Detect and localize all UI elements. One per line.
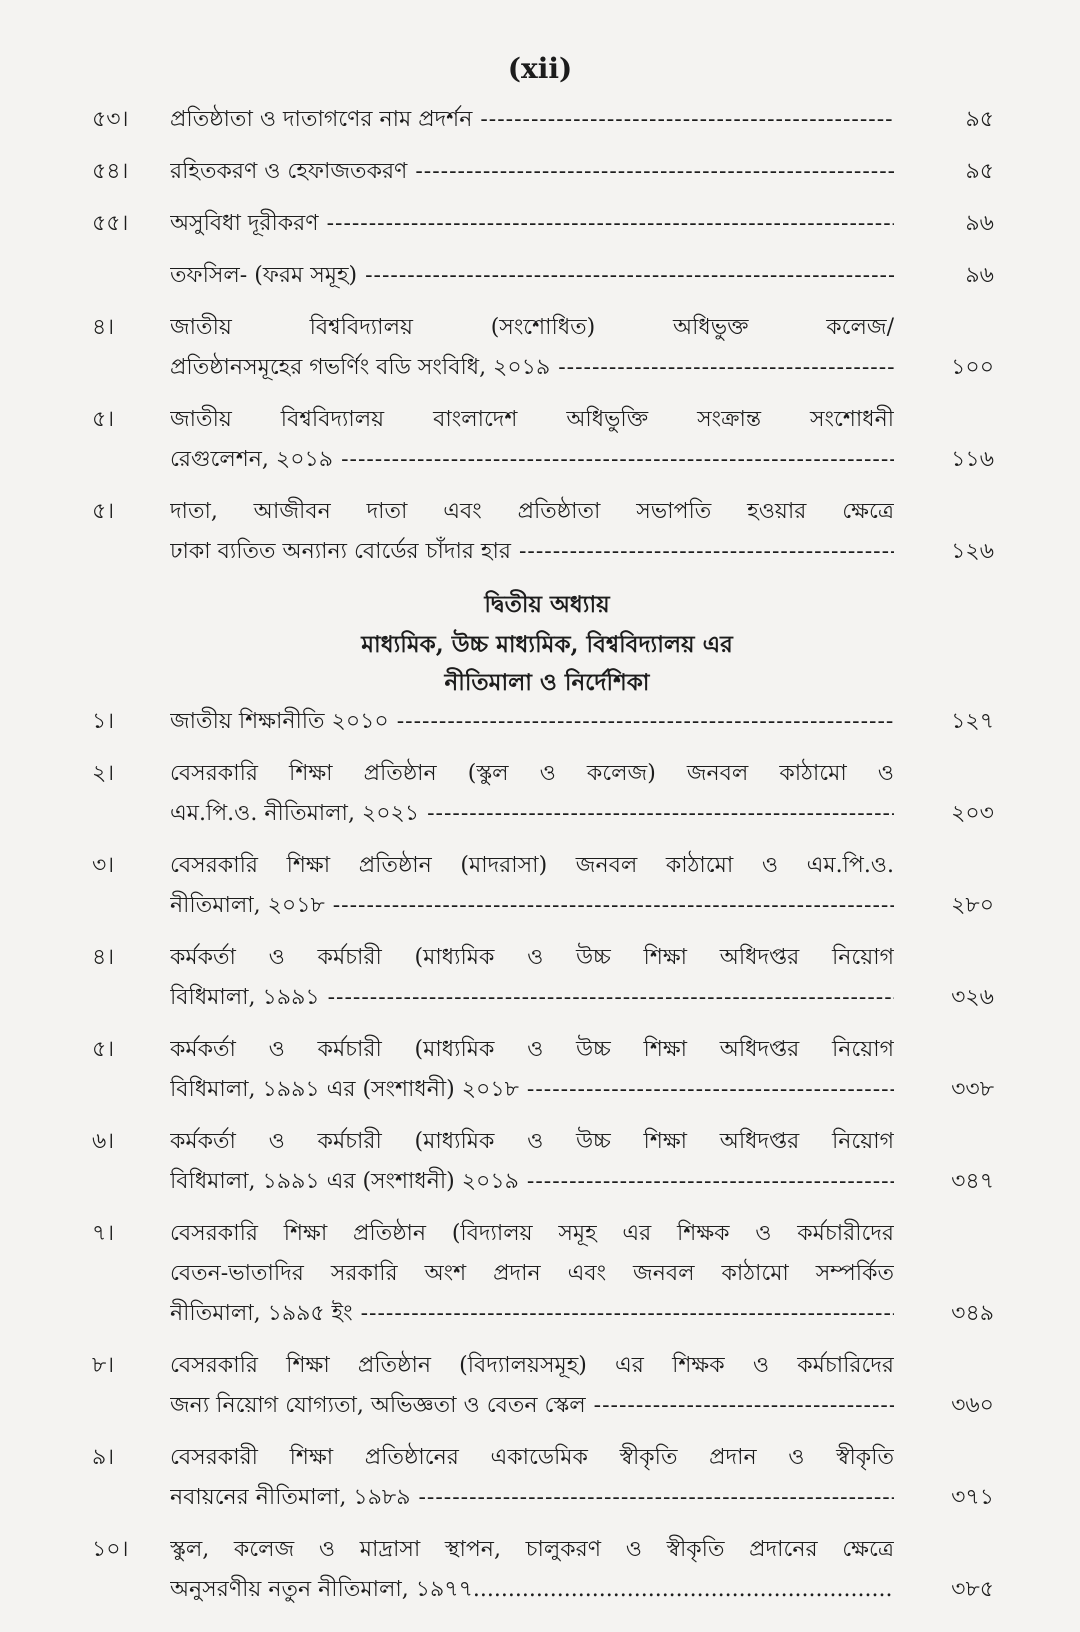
toc-entry-line [82,1214,1012,1254]
toc-entry-page: ৩২৬ [951,985,994,1010]
toc-entry-number: ৫। [92,407,115,432]
toc-entry-title: বেতন-ভাতাদির সরকারি অংশ প্রদান এবং জনবল কাঠামো সম্পর্কিত [170,1261,894,1286]
toc-entry-number: ২। [92,761,115,786]
toc-entry-number: ৭। [92,1221,115,1246]
toc-entry-title: বিধিমালা, ১৯৯১ এর (সংশাধনী) ২০১৯ ----- [170,1162,894,1202]
toc-entry-line [82,532,1012,572]
toc-entry [82,400,1012,480]
toc-entry-line [82,794,1012,834]
toc-entry-title: নীতিমালা, ২০১৮ ----- [170,886,894,926]
toc-entry-title: বেসরকারি শিক্ষা প্রতিষ্ঠান (বিদ্যালয়সমূহ) এর শিক্ষক ও কর্মচারিদের [170,1353,894,1378]
toc-entry-title: কর্মকর্তা ও কর্মচারী (মাধ্যমিক ও উচ্চ শিক্ষা অধিদপ্তর নিয়োগ [170,1129,894,1154]
toc-entry-page: ১২৭ [951,709,994,734]
toc-entry-page: ৯৫ [965,159,994,184]
toc-entry [82,1122,1012,1202]
toc-entry-title: জাতীয় বিশ্ববিদ্যালয় (সংশোধিত) অধিভুক্ত কলেজ/ [170,315,894,340]
toc-entry-page: ১২৬ [951,539,994,564]
toc-entry-title: স্কুল, কলেজ ও মাদ্রাসা স্থাপন, চালুকরণ ও স্বীকৃতি প্রদানের ক্ষেত্রে [170,1537,894,1562]
toc-entry-line [82,152,1012,192]
toc-entry-line [82,400,1012,440]
toc-group-1 [82,100,1012,572]
toc-entry-line [82,1570,1012,1610]
toc-entry-line [82,1438,1012,1478]
toc-entry [82,1214,1012,1334]
toc-entry-line [82,348,1012,388]
toc-entry-line [82,846,1012,886]
toc-entry-title: বেসরকারি শিক্ষা প্রতিষ্ঠান (স্কুল ও কলেজ) জনবল কাঠামো ও [170,761,894,786]
toc-entry-number: ৯। [92,1445,115,1470]
chapter-subtitle-line-2: নীতিমালা ও নির্দেশিকা [444,669,650,696]
toc-entry-title: রেগুলেশন, ২০১৯ ----- [170,440,894,480]
toc-entry-title: জাতীয় বিশ্ববিদ্যালয় বাংলাদেশ অধিভুক্তি সংক্রান্ত সংশোধনী [170,407,894,432]
toc-entry-line [82,702,1012,742]
toc-entry-title: বেসরকারী শিক্ষা প্রতিষ্ঠানের একাডেমিক স্বীকৃতি প্রদান ও স্বীকৃতি [170,1445,894,1470]
toc-entry-line [82,440,1012,480]
toc-entry [82,754,1012,834]
toc-entry-number: ৫৫। [92,211,129,236]
toc-entry [82,100,1012,140]
page-number: (xii) [507,52,573,85]
toc-entry-page: ৯৬ [965,263,994,288]
toc-entry-title: কর্মকর্তা ও কর্মচারী (মাধ্যমিক ও উচ্চ শিক্ষা অধিদপ্তর নিয়োগ [170,945,894,970]
toc-entry-title: জাতীয় শিক্ষানীতি ২০১০ ----- [170,702,894,742]
toc-entry-number: ১। [92,709,115,734]
toc-entry-title: জন্য নিয়োগ যোগ্যতা, অভিজ্ঞতা ও বেতন স্কেল ----- [170,1386,894,1426]
toc-entry-page: ৯৬ [965,211,994,236]
toc-entry-number: ৫৩। [92,107,129,132]
toc-entry-title: কর্মকর্তা ও কর্মচারী (মাধ্যমিক ও উচ্চ শিক্ষা অধিদপ্তর নিয়োগ [170,1037,894,1062]
toc-entry-line [82,204,1012,244]
toc-entry-number: ৪। [92,315,115,340]
toc-entry [82,938,1012,1018]
toc-entry [82,1346,1012,1426]
toc-entry-title: ঢাকা ব্যতিত অন্যান্য বোর্ডের চাঁদার হার ----- [170,532,894,572]
toc-entry-page: ৩৪৭ [951,1169,994,1194]
chapter-subtitle-line-1: মাধ্যমিক, উচ্চ মাধ্যমিক, বিশ্ববিদ্যালয় এর [361,631,733,658]
toc-entry [82,1530,1012,1610]
toc-entry-title: অসুবিধা দূরীকরণ ----- [170,204,894,244]
toc-entry-page: ৩৩৮ [951,1077,994,1102]
toc-entry-number: ৬। [92,1129,115,1154]
toc-entry-title: রহিতকরণ ও হেফাজতকরণ ----- [170,152,894,192]
toc-entry-number: ৫। [92,1037,115,1062]
toc-entry-title: অনুসরণীয় নতুন নীতিমালা, ১৯৭৭ ..... [170,1570,894,1610]
toc-entry-title: বেসরকারি শিক্ষা প্রতিষ্ঠান (বিদ্যালয় সমূহ এর শিক্ষক ও কর্মচারীদের [170,1221,894,1246]
toc-entry-line [82,492,1012,532]
toc-entry-page: ৩৬০ [951,1393,994,1418]
toc-entry-title: এম.পি.ও. নীতিমালা, ২০২১ ----- [170,794,894,834]
toc-entry-title: প্রতিষ্ঠাতা ও দাতাগণের নাম প্রদর্শন ----- [170,100,894,140]
toc-entry [82,846,1012,926]
toc-entry [82,204,1012,244]
toc-entry-line [82,938,1012,978]
toc-entry-title: দাতা, আজীবন দাতা এবং প্রতিষ্ঠাতা সভাপতি হওয়ার ক্ষেত্রে [170,499,894,524]
toc-entry-line [82,1478,1012,1518]
toc-entry-page: ২৮০ [951,893,994,918]
toc-entry-line [82,256,1012,296]
toc-entry-number: ৫। [92,499,115,524]
toc-entry-page: ৩৪৯ [951,1301,994,1326]
toc-entry-number: ৮। [92,1353,115,1378]
toc-entry-line [82,1162,1012,1202]
toc-entry [82,702,1012,742]
toc-entry-line [82,1030,1012,1070]
toc-entry-line [82,1070,1012,1110]
toc-entry-page: ২০৩ [951,801,994,826]
toc-entry-line [82,886,1012,926]
toc-entry-line [82,1530,1012,1570]
toc-entry-line [82,754,1012,794]
toc-entry-number: ১০। [92,1537,129,1562]
toc-entry-title: নবায়নের নীতিমালা, ১৯৮৯ ----- [170,1478,894,1518]
toc-entry-page: ১০০ [951,355,994,380]
toc-entry-title: তফসিল- (ফরম সমূহ) ----- [170,256,894,296]
chapter-heading: দ্বিতীয় অধ্যায় [484,591,610,618]
toc-entry-line [82,1346,1012,1386]
toc-entry [82,308,1012,388]
toc-entry-line [82,308,1012,348]
toc-entry-line [82,1386,1012,1426]
toc-entry-page: ৯৫ [965,107,994,132]
toc-entry-page: ৩৭১ [951,1485,994,1510]
toc-group-2 [82,702,1012,1610]
toc-entry-page: ১১৬ [951,447,994,472]
toc-entry-page: ৩৮৫ [951,1577,994,1602]
toc-entry-number: ৩। [92,853,115,878]
toc-entry-title: প্রতিষ্ঠানসমূহের গভর্ণিং বডি সংবিধি, ২০১৯ ----- [170,348,894,388]
toc-entry-title: বেসরকারি শিক্ষা প্রতিষ্ঠান (মাদরাসা) জনবল কাঠামো ও এম.পি.ও. [170,853,894,878]
toc-entry [82,492,1012,572]
toc-entry-title: বিধিমালা, ১৯৯১ ----- [170,978,894,1018]
toc-entry-number: ৪। [92,945,115,970]
toc-entry-line [82,100,1012,140]
toc-entry-title: নীতিমালা, ১৯৯৫ ইং ----- [170,1294,894,1334]
toc-entry [82,1030,1012,1110]
toc-entry [82,1438,1012,1518]
toc-entry-line [82,1254,1012,1294]
toc-entry-line [82,978,1012,1018]
toc-entry-line [82,1122,1012,1162]
toc-entry-line [82,1294,1012,1334]
table-of-contents [82,100,1012,1622]
toc-entry [82,152,1012,192]
toc-entry-title: বিধিমালা, ১৯৯১ এর (সংশাধনী) ২০১৮ ----- [170,1070,894,1110]
toc-entry-number: ৫৪। [92,159,129,184]
toc-entry [82,256,1012,296]
